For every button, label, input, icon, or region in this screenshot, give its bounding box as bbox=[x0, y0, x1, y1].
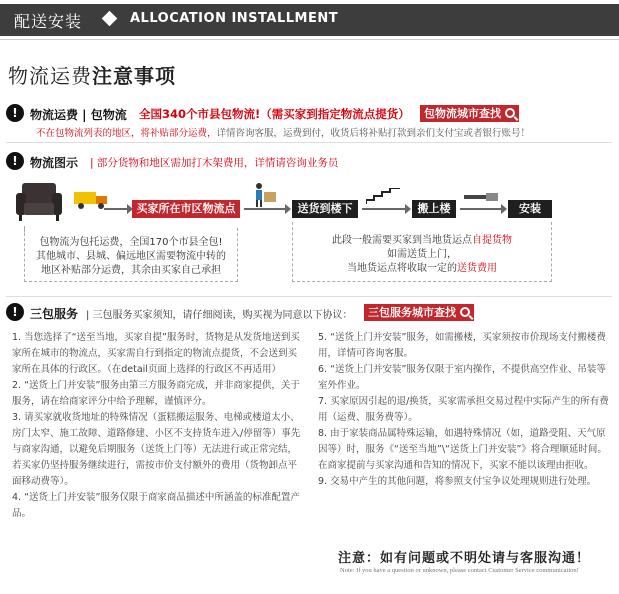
header-cn-title: 配送安装 bbox=[14, 12, 83, 31]
divider bbox=[6, 296, 612, 297]
freight-section bbox=[6, 103, 612, 125]
service-item: 7. 买家原因引起的退/换货，买家需承担交易过程中实际产生的所有费用（运费、服务费等）。 bbox=[318, 396, 609, 423]
flow-arrow bbox=[460, 208, 502, 210]
freight-note-red: 不在包物流列表的地区，将补贴部分运费， bbox=[36, 128, 217, 139]
flow-box1-line: 包物流为包托运费，全国170个市县全包! bbox=[39, 237, 223, 248]
flow-node-logistics-point: 买家所在市区物流点 bbox=[132, 200, 240, 218]
service-section bbox=[6, 302, 612, 324]
header-band bbox=[0, 0, 619, 40]
freight-city-search-button[interactable] bbox=[420, 105, 519, 122]
flow-section bbox=[6, 151, 612, 173]
flow-arrow bbox=[362, 208, 406, 210]
flow-node-carry-upstairs: 搬上楼 bbox=[412, 200, 456, 218]
service-list-left bbox=[12, 330, 302, 522]
search-icon bbox=[460, 307, 470, 317]
flow-box2-line2: 如需送货上门， bbox=[387, 249, 457, 260]
service-note: | 三包服务买家须知，请仔细阅读，购买视为同意以下协议： bbox=[86, 310, 353, 321]
service-item: 6. “送货上门并安装”服务仅限于室内操作，不提供高空作业、吊装等室外作业。 bbox=[318, 364, 606, 391]
page-title bbox=[8, 60, 176, 89]
service-city-search-label: 三包服务城市查找 bbox=[368, 306, 456, 319]
flow-box2-line3 bbox=[297, 262, 547, 276]
exclamation-icon: ! bbox=[6, 104, 24, 122]
service-item: 9. 交易中产生的其他问题，将参照支付宝争议处理规则进行处理。 bbox=[318, 476, 597, 487]
stairs-icon bbox=[366, 188, 400, 204]
service-item: 2. “送货上门并安装”服务由第三方服务商完成，并非商家提供，关于服务，请在给商家评分中给予理解，谨慎评分。 bbox=[12, 380, 300, 407]
service-item: 1. 当您选择了“送至当地，买家自提”服务时，货物是从发货地送到买家所在城市的物流点，买家需自行到指定的物流点提货，不会送到买家所在具体的行政区。（在detail页面上选择的行政区不再适用） bbox=[12, 332, 300, 375]
flow-node-install: 安装 bbox=[508, 200, 552, 218]
header-en-title: ALLOCATION INSTALLMENT bbox=[130, 11, 339, 26]
flow-label: 物流图示 bbox=[30, 156, 79, 170]
page-title-prefix: 物流运费 bbox=[8, 64, 92, 88]
exclamation-icon: ! bbox=[6, 152, 24, 170]
freight-note-gray: 详情咨询客服，运费到付，收货后将补贴打款到亲们支付宝或者银行账号！ bbox=[216, 128, 531, 139]
service-item: 3. 请买家就收货地址的特殊情况（蛋糕搬运服务、电梯或楼道太小、房门太窄、施工故障、道路修建、小区不支持货车进入/停留等）事先与商家沟通，以避免后期服务（送货上门等）无法进行或正常完结，若买家仍坚持服务继续进行，需按市价支付额外的费用（货物卸点平面移动费等）。 bbox=[12, 412, 301, 487]
tools-icon bbox=[464, 191, 500, 203]
footer-sub: Note: If you have a question or unknown, please contact Customer Service communication! bbox=[340, 567, 579, 574]
search-icon bbox=[505, 108, 515, 118]
flow-arrow bbox=[244, 208, 286, 210]
freight-city-search-label: 包物流城市查找 bbox=[424, 107, 501, 120]
footer-note: 注意：如有问题或不明处请与客服沟通！ bbox=[338, 551, 591, 566]
flow-box2-line1-b: 自提货物 bbox=[472, 235, 512, 246]
truck-icon bbox=[74, 190, 110, 210]
flow-node-deliver-downstairs: 送货到楼下 bbox=[292, 200, 358, 218]
service-item: 5. “送货上门并安装”服务，如需搬楼，买家须按市价现场支付搬楼费用，详情可咨询客服。 bbox=[318, 332, 606, 359]
freight-note bbox=[36, 125, 530, 139]
freight-headline: 全国340个市县包物流!（需买家到指定物流点提货） bbox=[139, 107, 410, 121]
page-title-bold: 注意事项 bbox=[92, 64, 176, 88]
flow-note-text: 部分货物和地区需加打木架费用，详情请咨询业务员 bbox=[96, 157, 339, 169]
service-list-right bbox=[318, 330, 610, 490]
flow-arrow bbox=[104, 208, 128, 210]
divider bbox=[6, 142, 612, 143]
freight-label: 物流运费 | 包物流 bbox=[30, 108, 127, 122]
flow-box-logistics bbox=[24, 228, 238, 282]
service-item: 4. “送货上门并安装”服务仅限于商家商品描述中所涵盖的标准配置产品。 bbox=[12, 492, 300, 519]
flow-box2-line3-b: 送货费用 bbox=[457, 263, 497, 274]
flow-box1-line: 地区补贴部分运费，其余由买家自己承担 bbox=[41, 265, 221, 276]
service-item: 8. 由于家装商品属特殊运输，如遇特殊情况（如，道路受阻、天气原因等）时，服务《“送至当地”\“送货上门并安装”》将合理顺延时间。在商家提前与买家沟通和告知的情况下，买家不能以该理由拒收。 bbox=[318, 428, 607, 471]
service-city-search-button[interactable] bbox=[364, 304, 474, 321]
flow-box2-line1 bbox=[297, 234, 547, 248]
flow-box1-line: 其他城市、县城、偏远地区需要物流中转的 bbox=[36, 251, 226, 262]
flow-box-delivery bbox=[292, 222, 552, 282]
delivery-man-icon bbox=[252, 182, 278, 208]
service-label: 三包服务 bbox=[30, 307, 79, 321]
flow-box2-line3-a: 当地货运点将收取一定的 bbox=[347, 263, 457, 274]
flow-note: | 部分货物和地区需加打木架费用，详情请咨询业务员 bbox=[90, 157, 339, 169]
exclamation-icon: ! bbox=[6, 303, 24, 321]
flow-box2-line1-a: 此段一般需要买家到当地货运点 bbox=[332, 235, 472, 246]
sofa-icon bbox=[16, 181, 62, 223]
